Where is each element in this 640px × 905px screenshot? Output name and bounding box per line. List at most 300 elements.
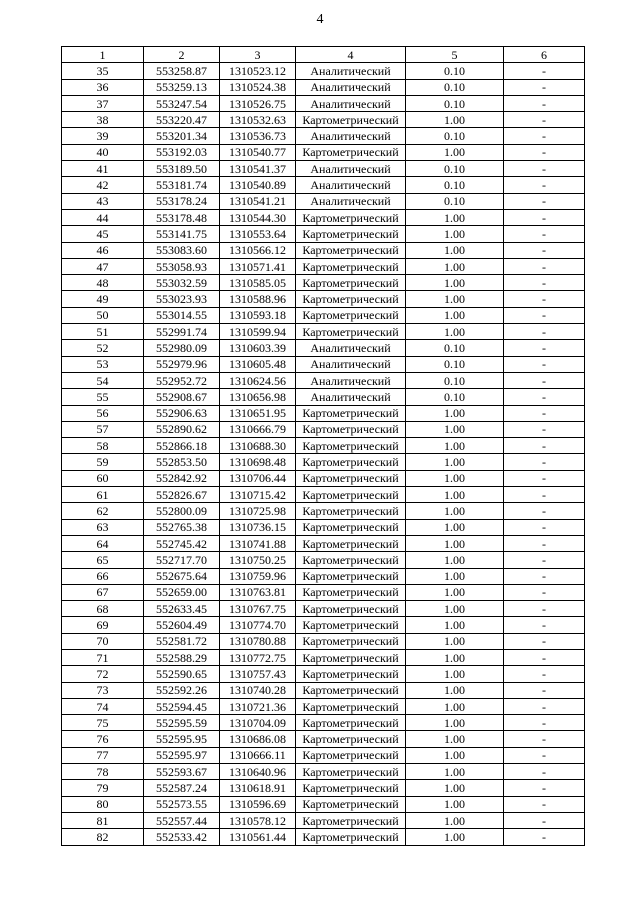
method-cell: Аналитический: [296, 356, 406, 372]
y-coordinate-cell: 1310725.98: [220, 503, 296, 519]
table-row: [62, 764, 585, 780]
page-number: 4: [316, 12, 324, 27]
point-number-cell: 38: [62, 112, 144, 128]
y-coordinate-cell: 1310721.36: [220, 698, 296, 714]
note-cell: -: [504, 487, 585, 503]
x-coordinate-cell: 552594.45: [144, 698, 220, 714]
table-row: [62, 242, 585, 258]
note-cell: -: [504, 715, 585, 731]
accuracy-cell: 0.10: [406, 177, 504, 193]
note-cell: -: [504, 226, 585, 242]
method-cell: Картометрический: [296, 470, 406, 486]
table-row: [62, 258, 585, 274]
y-coordinate-cell: 1310566.12: [220, 242, 296, 258]
y-coordinate-cell: 1310605.48: [220, 356, 296, 372]
y-coordinate-cell: 1310772.75: [220, 649, 296, 665]
y-coordinate-cell: 1310767.75: [220, 601, 296, 617]
x-coordinate-cell: 552991.74: [144, 324, 220, 340]
method-cell: Картометрический: [296, 307, 406, 323]
accuracy-cell: 1.00: [406, 666, 504, 682]
note-cell: -: [504, 307, 585, 323]
method-cell: Картометрический: [296, 764, 406, 780]
point-number-cell: 39: [62, 128, 144, 144]
method-cell: Картометрический: [296, 258, 406, 274]
x-coordinate-cell: 553178.48: [144, 209, 220, 225]
note-cell: -: [504, 552, 585, 568]
method-cell: Картометрический: [296, 209, 406, 225]
accuracy-cell: 1.00: [406, 601, 504, 617]
y-coordinate-cell: 1310588.96: [220, 291, 296, 307]
accuracy-cell: 0.10: [406, 95, 504, 111]
note-cell: -: [504, 405, 585, 421]
accuracy-cell: 1.00: [406, 226, 504, 242]
point-number-cell: 71: [62, 649, 144, 665]
accuracy-cell: 1.00: [406, 649, 504, 665]
method-cell: Аналитический: [296, 63, 406, 79]
point-number-cell: 42: [62, 177, 144, 193]
table-row: [62, 796, 585, 812]
method-cell: Картометрический: [296, 601, 406, 617]
y-coordinate-cell: 1310599.94: [220, 324, 296, 340]
table-row: [62, 144, 585, 160]
accuracy-cell: 1.00: [406, 535, 504, 551]
point-number-cell: 36: [62, 79, 144, 95]
accuracy-cell: 0.10: [406, 356, 504, 372]
table-row: [62, 584, 585, 600]
x-coordinate-cell: 552952.72: [144, 372, 220, 388]
point-number-cell: 62: [62, 503, 144, 519]
y-coordinate-cell: 1310596.69: [220, 796, 296, 812]
column-header-4: 4: [296, 47, 406, 63]
table-row: [62, 747, 585, 763]
table-row: [62, 177, 585, 193]
method-cell: Картометрический: [296, 715, 406, 731]
note-cell: -: [504, 503, 585, 519]
y-coordinate-cell: 1310757.43: [220, 666, 296, 682]
column-header-6: 6: [504, 47, 585, 63]
note-cell: -: [504, 242, 585, 258]
point-number-cell: 77: [62, 747, 144, 763]
x-coordinate-cell: 552633.45: [144, 601, 220, 617]
x-coordinate-cell: 553201.34: [144, 128, 220, 144]
point-number-cell: 48: [62, 275, 144, 291]
accuracy-cell: 1.00: [406, 291, 504, 307]
point-number-cell: 64: [62, 535, 144, 551]
note-cell: -: [504, 454, 585, 470]
x-coordinate-cell: 552765.38: [144, 519, 220, 535]
y-coordinate-cell: 1310532.63: [220, 112, 296, 128]
point-number-cell: 44: [62, 209, 144, 225]
accuracy-cell: 1.00: [406, 633, 504, 649]
accuracy-cell: 1.00: [406, 747, 504, 763]
table-row: [62, 780, 585, 796]
accuracy-cell: 0.10: [406, 128, 504, 144]
method-cell: Картометрический: [296, 796, 406, 812]
point-number-cell: 41: [62, 161, 144, 177]
accuracy-cell: 1.00: [406, 796, 504, 812]
note-cell: -: [504, 601, 585, 617]
y-coordinate-cell: 1310536.73: [220, 128, 296, 144]
table-row: [62, 63, 585, 79]
y-coordinate-cell: 1310593.18: [220, 307, 296, 323]
table-row: [62, 209, 585, 225]
accuracy-cell: 1.00: [406, 682, 504, 698]
x-coordinate-cell: 552853.50: [144, 454, 220, 470]
x-coordinate-cell: 552842.92: [144, 470, 220, 486]
note-cell: -: [504, 519, 585, 535]
note-cell: -: [504, 177, 585, 193]
table-row: [62, 356, 585, 372]
method-cell: Картометрический: [296, 519, 406, 535]
method-cell: Аналитический: [296, 79, 406, 95]
table-row: [62, 324, 585, 340]
point-number-cell: 53: [62, 356, 144, 372]
method-cell: Картометрический: [296, 747, 406, 763]
x-coordinate-cell: 552866.18: [144, 438, 220, 454]
note-cell: -: [504, 584, 585, 600]
method-cell: Картометрический: [296, 291, 406, 307]
x-coordinate-cell: 552659.00: [144, 584, 220, 600]
x-coordinate-cell: 552595.59: [144, 715, 220, 731]
accuracy-cell: 1.00: [406, 780, 504, 796]
point-number-cell: 37: [62, 95, 144, 111]
accuracy-cell: 1.00: [406, 698, 504, 714]
note-cell: -: [504, 649, 585, 665]
point-number-cell: 50: [62, 307, 144, 323]
x-coordinate-cell: 552595.95: [144, 731, 220, 747]
method-cell: Аналитический: [296, 128, 406, 144]
table-row: [62, 535, 585, 551]
method-cell: Картометрический: [296, 666, 406, 682]
y-coordinate-cell: 1310741.88: [220, 535, 296, 551]
table-row: [62, 128, 585, 144]
x-coordinate-cell: 552906.63: [144, 405, 220, 421]
point-number-cell: 67: [62, 584, 144, 600]
table-row: [62, 405, 585, 421]
point-number-cell: 46: [62, 242, 144, 258]
x-coordinate-cell: 552595.97: [144, 747, 220, 763]
x-coordinate-cell: 552675.64: [144, 568, 220, 584]
accuracy-cell: 1.00: [406, 421, 504, 437]
accuracy-cell: 0.10: [406, 340, 504, 356]
table-row: [62, 421, 585, 437]
table-row: [62, 95, 585, 111]
x-coordinate-cell: 553181.74: [144, 177, 220, 193]
y-coordinate-cell: 1310666.79: [220, 421, 296, 437]
accuracy-cell: 1.00: [406, 503, 504, 519]
method-cell: Картометрический: [296, 438, 406, 454]
point-number-cell: 49: [62, 291, 144, 307]
table-row: [62, 503, 585, 519]
method-cell: Аналитический: [296, 372, 406, 388]
y-coordinate-cell: 1310651.95: [220, 405, 296, 421]
y-coordinate-cell: 1310656.98: [220, 389, 296, 405]
method-cell: Картометрический: [296, 405, 406, 421]
method-cell: Картометрический: [296, 682, 406, 698]
x-coordinate-cell: 552533.42: [144, 829, 220, 845]
table-row: [62, 454, 585, 470]
x-coordinate-cell: 552604.49: [144, 617, 220, 633]
accuracy-cell: 1.00: [406, 487, 504, 503]
table-row: [62, 731, 585, 747]
accuracy-cell: 1.00: [406, 764, 504, 780]
note-cell: -: [504, 617, 585, 633]
point-number-cell: 56: [62, 405, 144, 421]
y-coordinate-cell: 1310715.42: [220, 487, 296, 503]
y-coordinate-cell: 1310774.70: [220, 617, 296, 633]
note-cell: -: [504, 63, 585, 79]
point-number-cell: 63: [62, 519, 144, 535]
accuracy-cell: 1.00: [406, 438, 504, 454]
x-coordinate-cell: 552890.62: [144, 421, 220, 437]
x-coordinate-cell: 552587.24: [144, 780, 220, 796]
y-coordinate-cell: 1310544.30: [220, 209, 296, 225]
x-coordinate-cell: 553058.93: [144, 258, 220, 274]
accuracy-cell: 0.10: [406, 79, 504, 95]
note-cell: -: [504, 193, 585, 209]
accuracy-cell: 0.10: [406, 372, 504, 388]
method-cell: Картометрический: [296, 584, 406, 600]
note-cell: -: [504, 258, 585, 274]
y-coordinate-cell: 1310540.89: [220, 177, 296, 193]
point-number-cell: 79: [62, 780, 144, 796]
note-cell: -: [504, 829, 585, 845]
y-coordinate-cell: 1310553.64: [220, 226, 296, 242]
accuracy-cell: 0.10: [406, 161, 504, 177]
accuracy-cell: 1.00: [406, 552, 504, 568]
method-cell: Картометрический: [296, 242, 406, 258]
method-cell: Аналитический: [296, 177, 406, 193]
table-row: [62, 682, 585, 698]
accuracy-cell: 1.00: [406, 144, 504, 160]
point-number-cell: 51: [62, 324, 144, 340]
table-row: [62, 829, 585, 845]
point-number-cell: 69: [62, 617, 144, 633]
x-coordinate-cell: 552980.09: [144, 340, 220, 356]
accuracy-cell: 0.10: [406, 389, 504, 405]
table-row: [62, 340, 585, 356]
y-coordinate-cell: 1310603.39: [220, 340, 296, 356]
method-cell: Картометрический: [296, 568, 406, 584]
y-coordinate-cell: 1310618.91: [220, 780, 296, 796]
note-cell: -: [504, 796, 585, 812]
y-coordinate-cell: 1310698.48: [220, 454, 296, 470]
table-row: [62, 161, 585, 177]
table-row: [62, 112, 585, 128]
note-cell: -: [504, 568, 585, 584]
accuracy-cell: 1.00: [406, 519, 504, 535]
note-cell: -: [504, 731, 585, 747]
note-cell: -: [504, 682, 585, 698]
x-coordinate-cell: 552908.67: [144, 389, 220, 405]
note-cell: -: [504, 812, 585, 828]
column-header-3: 3: [220, 47, 296, 63]
accuracy-cell: 1.00: [406, 209, 504, 225]
x-coordinate-cell: 552592.26: [144, 682, 220, 698]
y-coordinate-cell: 1310585.05: [220, 275, 296, 291]
x-coordinate-cell: 552573.55: [144, 796, 220, 812]
note-cell: -: [504, 275, 585, 291]
x-coordinate-cell: 552979.96: [144, 356, 220, 372]
y-coordinate-cell: 1310704.09: [220, 715, 296, 731]
method-cell: Картометрический: [296, 780, 406, 796]
x-coordinate-cell: 553259.13: [144, 79, 220, 95]
accuracy-cell: 1.00: [406, 324, 504, 340]
note-cell: -: [504, 470, 585, 486]
point-number-cell: 43: [62, 193, 144, 209]
table-row: [62, 552, 585, 568]
point-number-cell: 70: [62, 633, 144, 649]
x-coordinate-cell: 553220.47: [144, 112, 220, 128]
accuracy-cell: 1.00: [406, 307, 504, 323]
table-row: [62, 715, 585, 731]
y-coordinate-cell: 1310624.56: [220, 372, 296, 388]
table-row: [62, 617, 585, 633]
y-coordinate-cell: 1310750.25: [220, 552, 296, 568]
note-cell: -: [504, 144, 585, 160]
accuracy-cell: 1.00: [406, 112, 504, 128]
y-coordinate-cell: 1310759.96: [220, 568, 296, 584]
y-coordinate-cell: 1310686.08: [220, 731, 296, 747]
coordinates-table: [61, 46, 585, 846]
y-coordinate-cell: 1310571.41: [220, 258, 296, 274]
point-number-cell: 74: [62, 698, 144, 714]
accuracy-cell: 1.00: [406, 258, 504, 274]
accuracy-cell: 1.00: [406, 584, 504, 600]
table-row: [62, 389, 585, 405]
point-number-cell: 52: [62, 340, 144, 356]
note-cell: -: [504, 95, 585, 111]
method-cell: Аналитический: [296, 95, 406, 111]
table-row: [62, 633, 585, 649]
method-cell: Картометрический: [296, 617, 406, 633]
x-coordinate-cell: 553178.24: [144, 193, 220, 209]
table-row: [62, 601, 585, 617]
point-number-cell: 72: [62, 666, 144, 682]
y-coordinate-cell: 1310736.15: [220, 519, 296, 535]
x-coordinate-cell: 552588.29: [144, 649, 220, 665]
point-number-cell: 68: [62, 601, 144, 617]
method-cell: Картометрический: [296, 812, 406, 828]
method-cell: Картометрический: [296, 829, 406, 845]
method-cell: Картометрический: [296, 144, 406, 160]
accuracy-cell: 1.00: [406, 617, 504, 633]
table-row: [62, 291, 585, 307]
method-cell: Картометрический: [296, 487, 406, 503]
note-cell: -: [504, 389, 585, 405]
y-coordinate-cell: 1310780.88: [220, 633, 296, 649]
point-number-cell: 80: [62, 796, 144, 812]
point-number-cell: 81: [62, 812, 144, 828]
point-number-cell: 65: [62, 552, 144, 568]
note-cell: -: [504, 780, 585, 796]
note-cell: -: [504, 698, 585, 714]
table-row: [62, 487, 585, 503]
method-cell: Картометрический: [296, 503, 406, 519]
x-coordinate-cell: 553258.87: [144, 63, 220, 79]
x-coordinate-cell: 553141.75: [144, 226, 220, 242]
accuracy-cell: 1.00: [406, 731, 504, 747]
note-cell: -: [504, 128, 585, 144]
y-coordinate-cell: 1310541.37: [220, 161, 296, 177]
point-number-cell: 45: [62, 226, 144, 242]
method-cell: Аналитический: [296, 389, 406, 405]
method-cell: Аналитический: [296, 193, 406, 209]
note-cell: -: [504, 764, 585, 780]
y-coordinate-cell: 1310524.38: [220, 79, 296, 95]
x-coordinate-cell: 552745.42: [144, 535, 220, 551]
point-number-cell: 82: [62, 829, 144, 845]
x-coordinate-cell: 552800.09: [144, 503, 220, 519]
table-row: [62, 438, 585, 454]
table-row: [62, 372, 585, 388]
x-coordinate-cell: 552590.65: [144, 666, 220, 682]
method-cell: Картометрический: [296, 226, 406, 242]
note-cell: -: [504, 633, 585, 649]
point-number-cell: 73: [62, 682, 144, 698]
table-row: [62, 649, 585, 665]
x-coordinate-cell: 553032.59: [144, 275, 220, 291]
accuracy-cell: 1.00: [406, 405, 504, 421]
y-coordinate-cell: 1310540.77: [220, 144, 296, 160]
method-cell: Картометрический: [296, 275, 406, 291]
method-cell: Картометрический: [296, 535, 406, 551]
point-number-cell: 59: [62, 454, 144, 470]
method-cell: Картометрический: [296, 324, 406, 340]
method-cell: Картометрический: [296, 552, 406, 568]
column-header-2: 2: [144, 47, 220, 63]
y-coordinate-cell: 1310740.28: [220, 682, 296, 698]
note-cell: -: [504, 112, 585, 128]
method-cell: Картометрический: [296, 633, 406, 649]
point-number-cell: 66: [62, 568, 144, 584]
x-coordinate-cell: 552826.67: [144, 487, 220, 503]
accuracy-cell: 1.00: [406, 242, 504, 258]
method-cell: Аналитический: [296, 340, 406, 356]
y-coordinate-cell: 1310578.12: [220, 812, 296, 828]
table-row: [62, 812, 585, 828]
column-header-1: 1: [62, 47, 144, 63]
accuracy-cell: 1.00: [406, 568, 504, 584]
method-cell: Картометрический: [296, 421, 406, 437]
point-number-cell: 75: [62, 715, 144, 731]
method-cell: Картометрический: [296, 112, 406, 128]
table-row: [62, 519, 585, 535]
x-coordinate-cell: 552581.72: [144, 633, 220, 649]
table-row: [62, 275, 585, 291]
note-cell: -: [504, 79, 585, 95]
accuracy-cell: 1.00: [406, 715, 504, 731]
accuracy-cell: 0.10: [406, 63, 504, 79]
method-cell: Картометрический: [296, 454, 406, 470]
note-cell: -: [504, 356, 585, 372]
y-coordinate-cell: 1310561.44: [220, 829, 296, 845]
x-coordinate-cell: 553247.54: [144, 95, 220, 111]
note-cell: -: [504, 291, 585, 307]
accuracy-cell: 0.10: [406, 193, 504, 209]
accuracy-cell: 1.00: [406, 829, 504, 845]
table-header-row: [62, 47, 585, 63]
table-row: [62, 698, 585, 714]
note-cell: -: [504, 666, 585, 682]
y-coordinate-cell: 1310640.96: [220, 764, 296, 780]
note-cell: -: [504, 535, 585, 551]
y-coordinate-cell: 1310523.12: [220, 63, 296, 79]
note-cell: -: [504, 161, 585, 177]
note-cell: -: [504, 747, 585, 763]
y-coordinate-cell: 1310541.21: [220, 193, 296, 209]
point-number-cell: 57: [62, 421, 144, 437]
